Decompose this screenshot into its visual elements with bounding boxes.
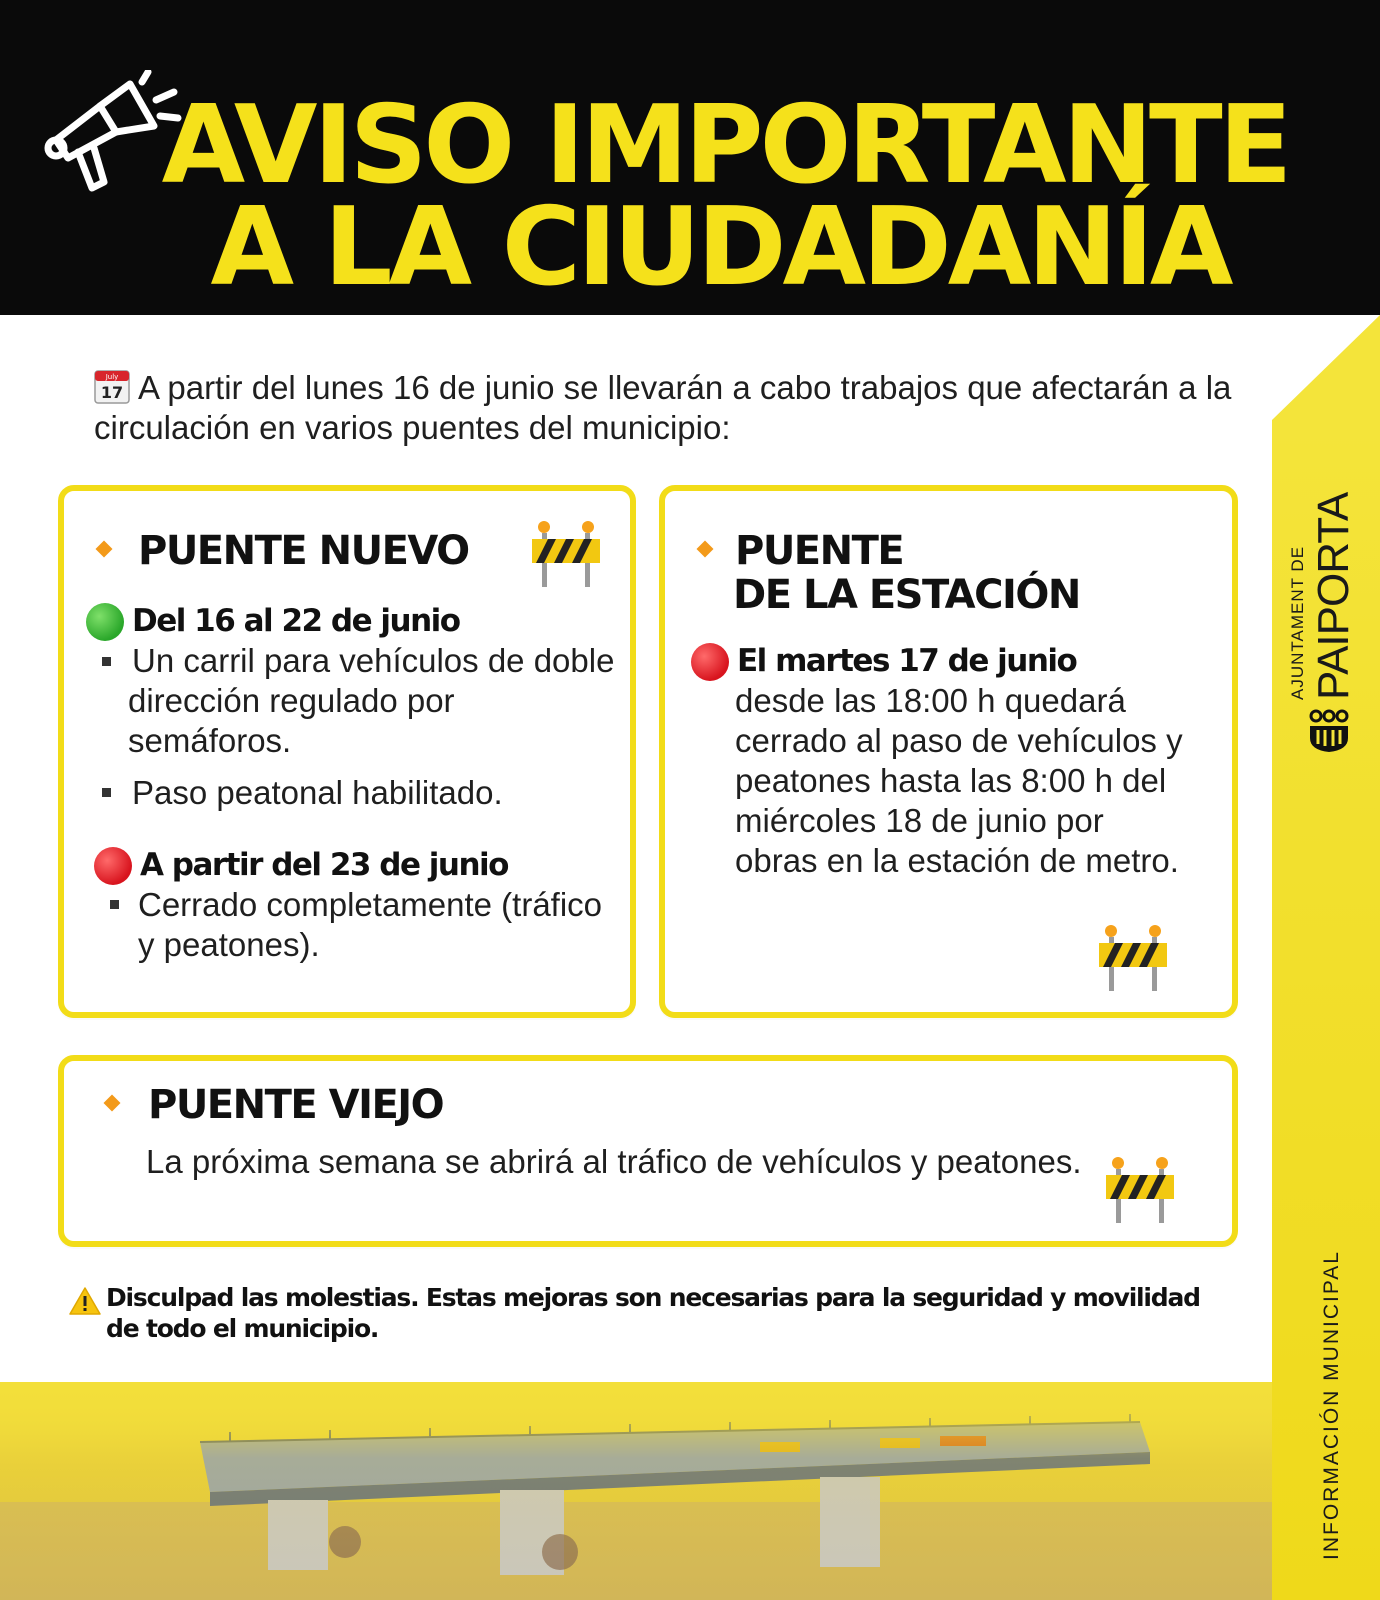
green-circle-icon (86, 603, 124, 641)
brand-band-corner (1272, 315, 1380, 420)
square-bullet-icon (102, 657, 111, 666)
intro-paragraph (94, 368, 1244, 448)
card-puente-nuevo (58, 485, 636, 1018)
nuevo-item-cerrado: Cerrado completamente (tráfico y peatones). (138, 886, 603, 963)
card-puente-viejo (58, 1055, 1238, 1247)
road-barrier-icon (1104, 1155, 1176, 1225)
road-barrier-icon (1097, 923, 1169, 993)
notice-text: Disculpad las molestias. Estas mejoras son necesarias para la seguridad y movilidad de todo el municipio. (106, 1283, 1200, 1343)
square-bullet-icon (110, 900, 119, 909)
period-16-22: Del 16 al 22 de junio (132, 603, 460, 639)
warning-icon (68, 1286, 102, 1316)
estacion-text: desde las 18:00 h quedará cerrado al paso de vehículos y peatones hasta las 8:00 h del miércoles 18 de junio por obras en la estación de metro. (735, 682, 1183, 879)
square-bullet-icon (102, 788, 111, 797)
title-line-1: AVISO IMPORTANTE (161, 83, 1289, 208)
calendar-day: 17 (100, 383, 124, 402)
period-martes-17: El martes 17 de junio (737, 643, 1077, 679)
bridge-illustration (0, 1382, 1272, 1600)
viejo-text: La próxima semana se abrirá al tráfico de vehículos y peatones. (146, 1143, 1082, 1180)
header-banner (0, 0, 1380, 315)
road-barrier-icon (530, 519, 602, 589)
period-desde-23: A partir del 23 de junio (140, 847, 508, 883)
calendar-month: July (105, 373, 119, 381)
brand-name: PAIPORTA (1309, 492, 1358, 700)
brand-ajuntament: AJUNTAMENT DE (1288, 545, 1307, 700)
puente-viejo-title: PUENTE VIEJO (148, 1082, 444, 1128)
diamond-bullet-icon (697, 541, 714, 558)
diamond-bullet-icon (104, 1095, 121, 1112)
informacion-municipal-label: INFORMACIÓN MUNICIPAL (1320, 1250, 1343, 1560)
paiporta-logo-icon (1306, 708, 1352, 754)
red-circle-icon (691, 643, 729, 681)
puente-estacion-title-1: PUENTE (735, 528, 904, 574)
nuevo-item-carril: Un carril para vehículos de doble dirección regulado por semáforos. (128, 642, 615, 759)
bridge-photo (0, 1382, 1272, 1600)
title-line-2: A LA CIUDADANÍA (210, 185, 1230, 310)
nuevo-item-peatonal: Paso peatonal habilitado. (132, 774, 503, 811)
card-puente-estacion (659, 485, 1238, 1018)
puente-nuevo-title: PUENTE NUEVO (138, 528, 469, 574)
calendar-icon (94, 368, 130, 404)
intro-text: A partir del lunes 16 de junio se llevarán a cabo trabajos que afectarán a la circulación en varios puentes del municipio: (94, 369, 1232, 446)
diamond-bullet-icon (96, 541, 113, 558)
puente-estacion-title-2: DE LA ESTACIÓN (733, 572, 1080, 618)
red-circle-icon (94, 847, 132, 885)
